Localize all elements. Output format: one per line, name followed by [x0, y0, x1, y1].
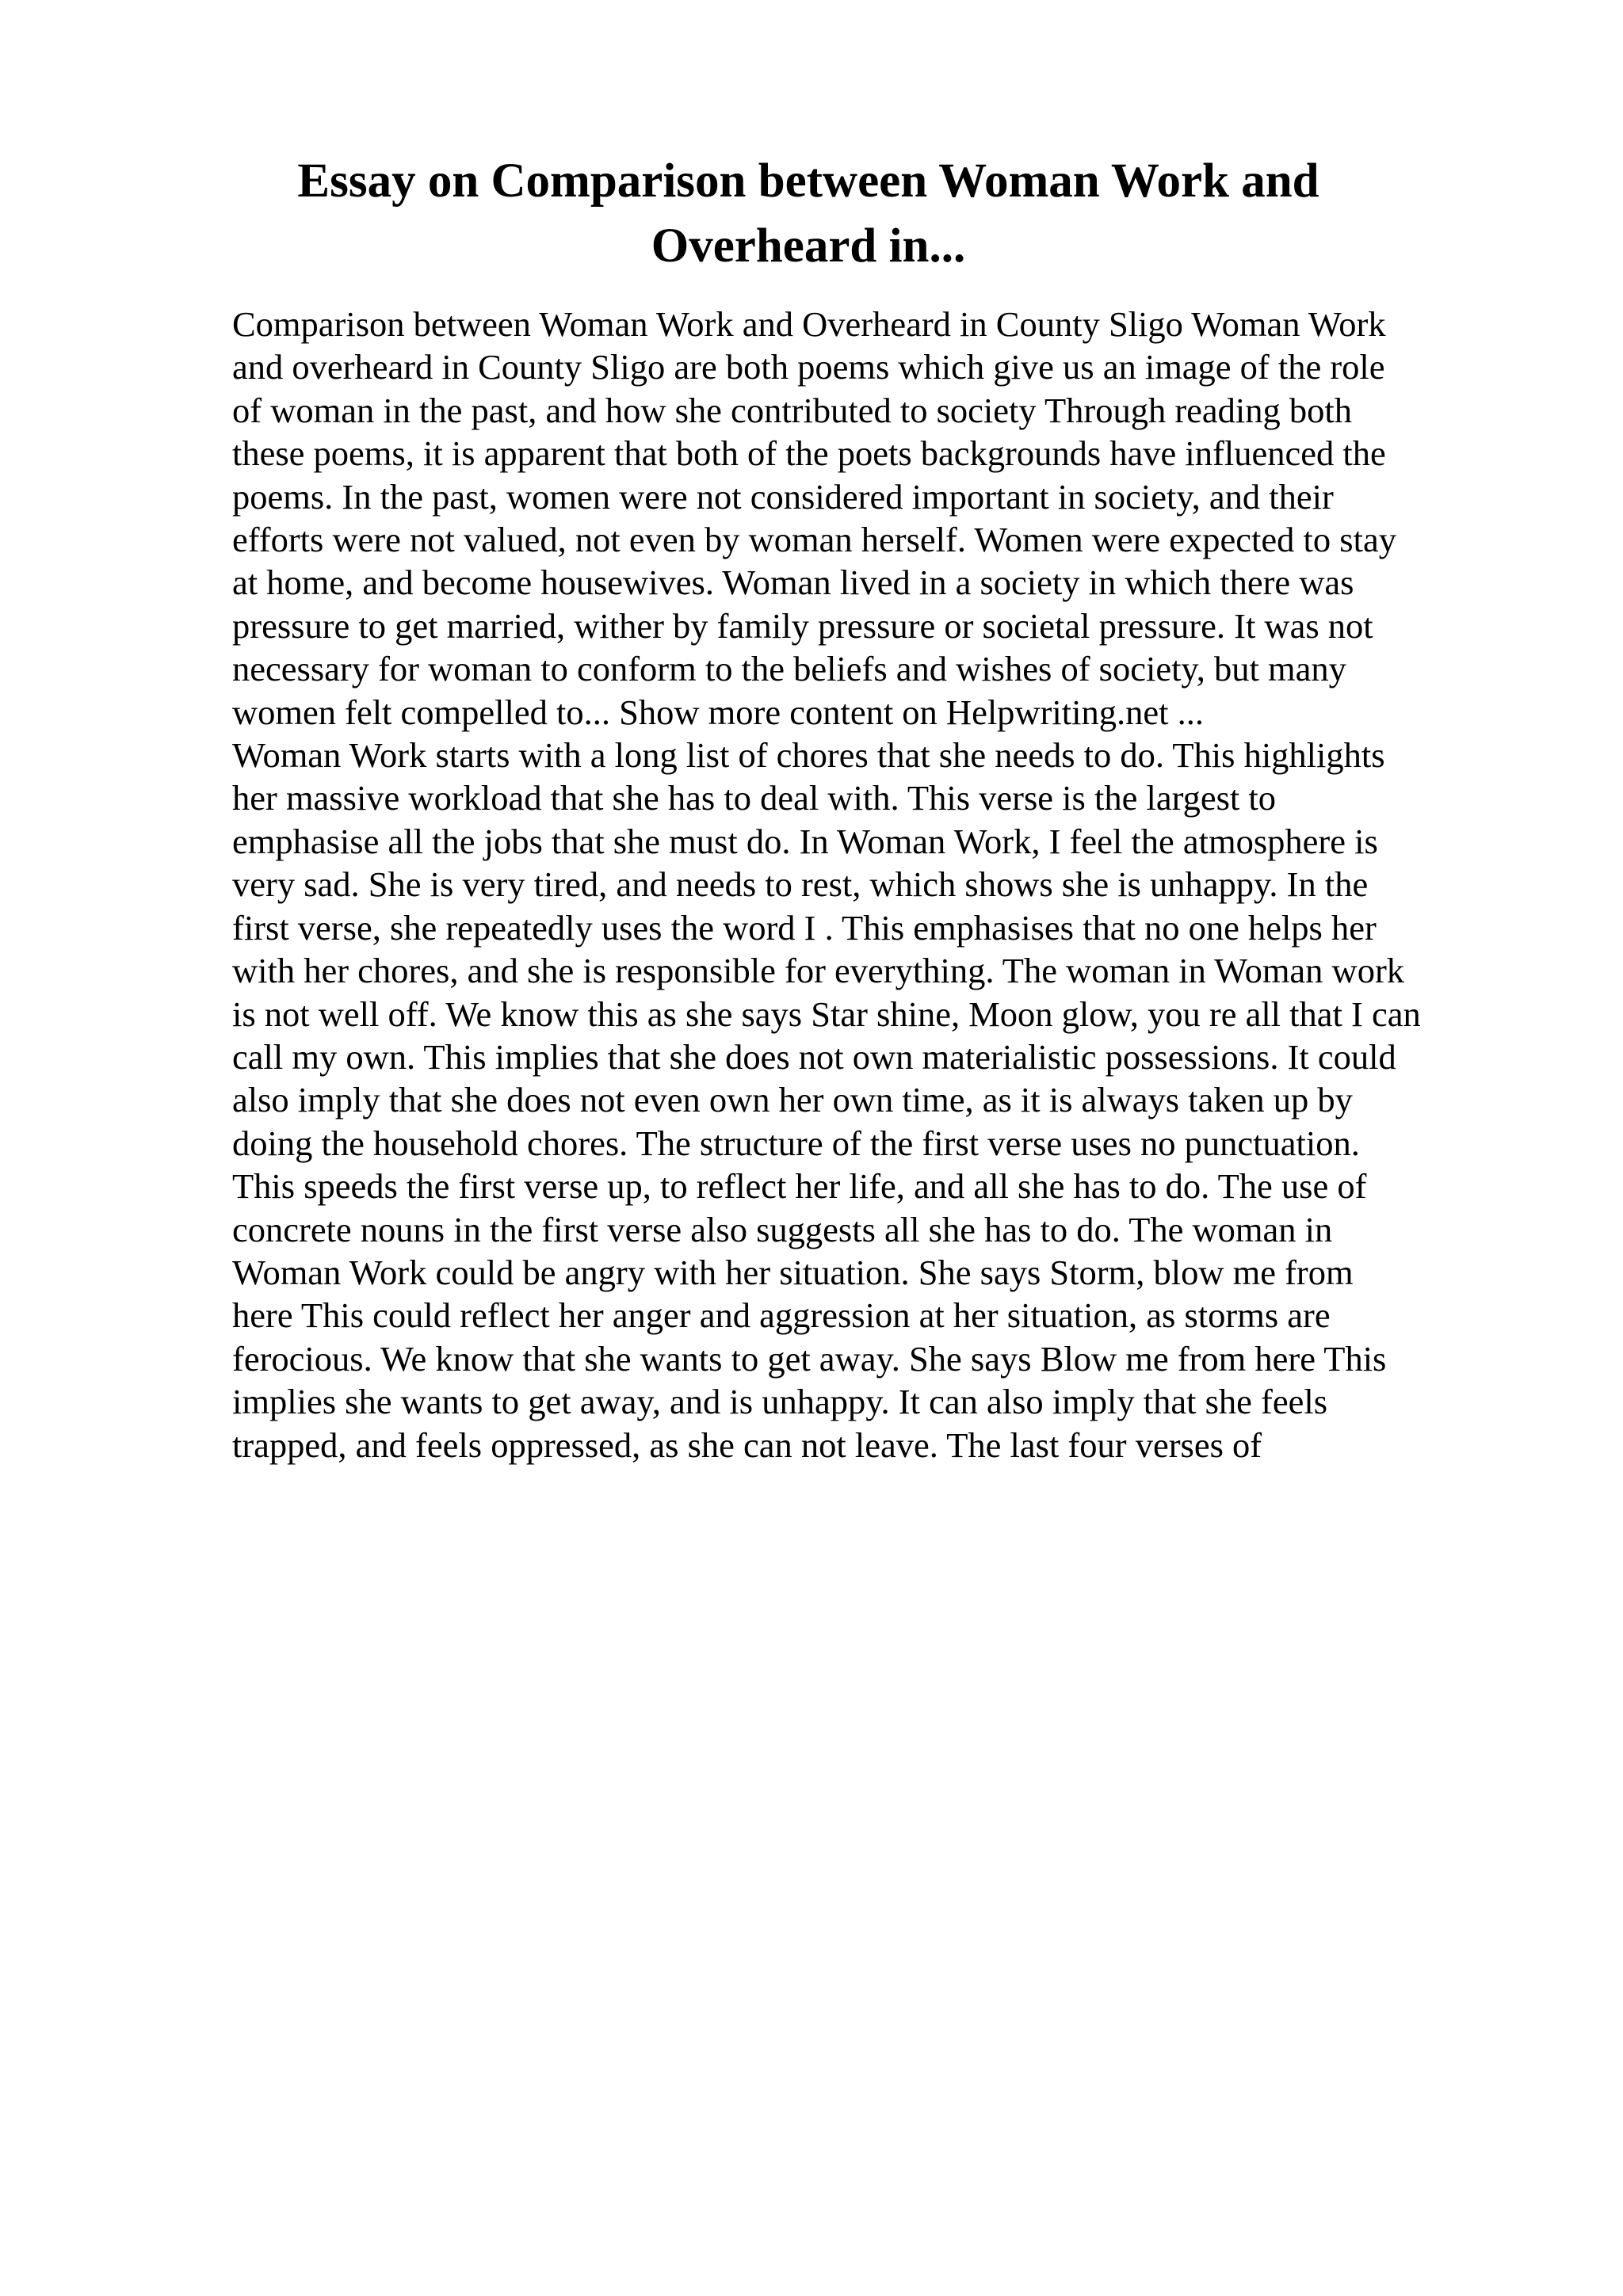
body-line: these poems, it is apparent that both of the poets backgrounds have influenced the — [232, 433, 1386, 474]
body-line: and overheard in County Sligo are both poems which give us an image of the role — [232, 347, 1385, 387]
document-title — [238, 149, 1379, 279]
body-line: This speeds the first verse up, to reflect her life, and all she has to do. The use of — [232, 1166, 1367, 1207]
body-line: implies she wants to get away, and is unhappy. It can also imply that she feels — [232, 1382, 1328, 1422]
body-line: women felt compelled to... Show more content on Helpwriting.net ... — [232, 692, 1204, 732]
body-line: very sad. She is very tired, and needs to rest, which shows she is unhappy. In the — [232, 864, 1369, 905]
body-line: at home, and become housewives. Woman lived in a society in which there was — [232, 563, 1354, 603]
body-line: concrete nouns in the first verse also suggests all she has to do. The woman in — [232, 1209, 1333, 1249]
body-line: doing the household chores. The structure of the first verse uses no punctuation. — [232, 1123, 1360, 1163]
body-line: emphasise all the jobs that she must do. In Woman Work, I feel the atmosphere is — [232, 821, 1378, 861]
body-line: pressure to get married, wither by family pressure or societal pressure. It was not — [232, 605, 1373, 646]
essay-body — [232, 303, 1548, 1466]
body-line: Comparison between Woman Work and Overheard in County Sligo Woman Work — [232, 304, 1386, 344]
body-line: poems. In the past, women were not considered important in society, and their — [232, 476, 1334, 517]
body-line: first verse, she repeatedly uses the word I . This emphasises that no one helps her — [232, 907, 1377, 948]
body-line: here This could reflect her anger and aggression at her situation, as storms are — [232, 1295, 1331, 1336]
body-line: call my own. This implies that she does not own materialistic possessions. It could — [232, 1036, 1396, 1077]
body-line: trapped, and feels oppressed, as she can not leave. The last four verses of — [232, 1425, 1262, 1465]
body-line: of woman in the past, and how she contributed to society Through reading both — [232, 390, 1353, 430]
body-line: is not well off. We know this as she says Star shine, Moon glow, you re all that I can — [232, 994, 1421, 1034]
body-line: necessary for woman to conform to the beliefs and wishes of society, but many — [232, 649, 1346, 689]
body-line: efforts were not valued, not even by woman herself. Women were expected to stay — [232, 520, 1396, 560]
body-line: Woman Work could be angry with her situation. She says Storm, blow me from — [232, 1252, 1354, 1292]
body-line: ferocious. We know that she wants to get away. She says Blow me from here This — [232, 1338, 1387, 1379]
body-line: Woman Work starts with a long list of chores that she needs to do. This highlights — [232, 735, 1385, 776]
body-line: also imply that she does not even own her own time, as it is always taken up by — [232, 1080, 1353, 1120]
title-line: Overheard in... — [651, 219, 966, 273]
body-line: her massive workload that she has to deal with. This verse is the largest to — [232, 778, 1277, 818]
title-line: Essay on Comparison between Woman Work and — [297, 154, 1319, 208]
body-line: with her chores, and she is responsible for everything. The woman in Woman work — [232, 951, 1405, 991]
